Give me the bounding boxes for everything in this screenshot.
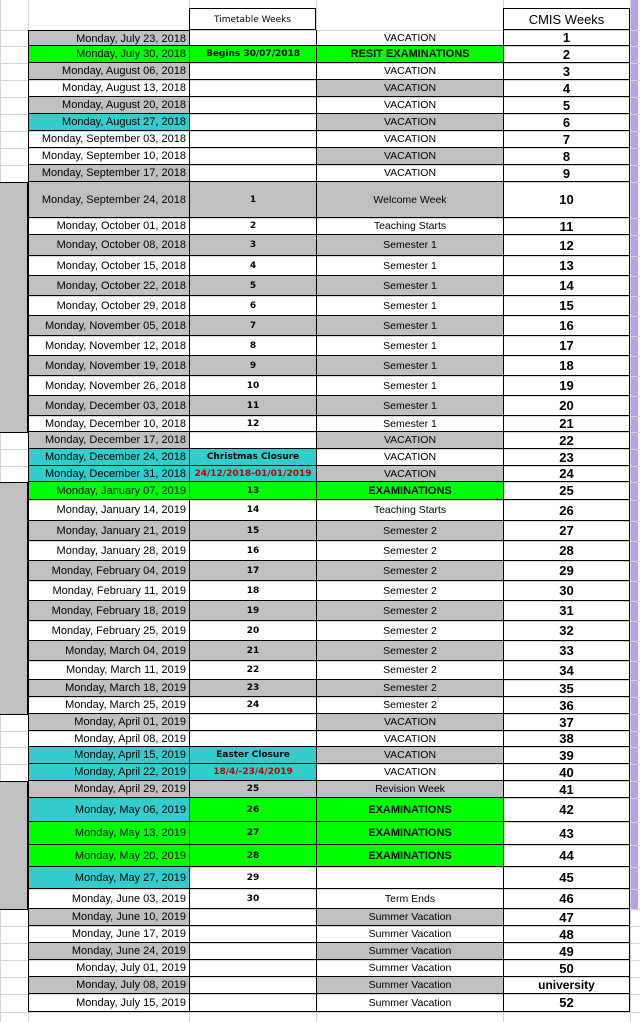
date-cell: Monday, June 10, 2019 [28, 909, 189, 926]
timetable-week-cell: 1 [189, 182, 316, 218]
cmis-week-cell: 7 [503, 131, 630, 148]
cmis-week-cell: 9 [503, 165, 630, 182]
activity-cell: EXAMINATIONS [316, 798, 503, 822]
timetable-week-cell: 21 [189, 641, 316, 661]
timetable-week-cell: 17 [189, 561, 316, 581]
cmis-week-cell: 46 [503, 889, 630, 909]
cmis-week-cell: 5 [503, 97, 630, 114]
cmis-week-cell: 22 [503, 432, 630, 449]
date-cell: Monday, July 15, 2019 [28, 994, 189, 1012]
activity-cell: Semester 1 [316, 416, 503, 432]
activity-cell: Semester 1 [316, 356, 503, 376]
timetable-week-cell [189, 30, 316, 46]
date-cell: Monday, June 24, 2019 [28, 943, 189, 960]
cmis-week-cell: 30 [503, 581, 630, 601]
timetable-week-cell: 5 [189, 276, 316, 296]
timetable-week-cell [189, 114, 316, 131]
cmis-week-cell: 25 [503, 482, 630, 500]
timetable-week-cell: 2 [189, 218, 316, 235]
activity-cell: VACATION [316, 714, 503, 731]
date-cell: Monday, April 29, 2019 [28, 781, 189, 798]
activity-cell: VACATION [316, 97, 503, 114]
timetable-week-cell: 13 [189, 482, 316, 500]
date-cell: Monday, April 08, 2019 [28, 731, 189, 747]
activity-cell: EXAMINATIONS [316, 845, 503, 867]
cmis-week-cell: 18 [503, 356, 630, 376]
timetable-week-cell: 29 [189, 867, 316, 889]
timetable-week-cell: 9 [189, 356, 316, 376]
timetable-week-cell [189, 131, 316, 148]
cmis-week-cell: 17 [503, 336, 630, 356]
activity-cell: Semester 2 [316, 601, 503, 621]
date-cell: Monday, December 17, 2018 [28, 432, 189, 449]
timetable-week-cell [189, 432, 316, 449]
date-cell: Monday, December 10, 2018 [28, 416, 189, 432]
timetable-week-cell [189, 148, 316, 165]
date-cell: Monday, March 18, 2019 [28, 680, 189, 697]
cmis-week-cell: 23 [503, 449, 630, 466]
activity-cell: Semester 2 [316, 697, 503, 714]
cmis-week-cell: 39 [503, 747, 630, 764]
timetable-week-cell [189, 731, 316, 747]
activity-cell: VACATION [316, 165, 503, 182]
date-cell: Monday, August 13, 2018 [28, 80, 189, 97]
date-cell: Monday, July 08, 2019 [28, 977, 189, 994]
timetable-week-cell: 15 [189, 521, 316, 541]
date-cell: Monday, August 20, 2018 [28, 97, 189, 114]
date-cell: Monday, September 24, 2018 [28, 182, 189, 218]
date-cell: Monday, April 22, 2019 [28, 764, 189, 781]
timetable-week-cell: 24 [189, 697, 316, 714]
timetable-week-cell: 25 [189, 781, 316, 798]
cmis-week-cell: 43 [503, 822, 630, 845]
activity-cell: Summer Vacation [316, 977, 503, 994]
cmis-week-cell: 36 [503, 697, 630, 714]
term-sidebar [0, 182, 28, 433]
date-cell: Monday, February 18, 2019 [28, 601, 189, 621]
timetable-week-cell [189, 63, 316, 80]
activity-cell: Summer Vacation [316, 943, 503, 960]
cmis-week-cell: 1 [503, 30, 630, 46]
timetable-week-cell [189, 926, 316, 943]
date-cell: Monday, January 28, 2019 [28, 541, 189, 561]
date-cell: Monday, May 06, 2019 [28, 798, 189, 822]
date-cell: Monday, May 27, 2019 [28, 867, 189, 889]
cmis-week-cell: 14 [503, 276, 630, 296]
cmis-week-cell: 32 [503, 621, 630, 641]
activity-cell: EXAMINATIONS [316, 482, 503, 500]
activity-cell: Semester 2 [316, 541, 503, 561]
timetable-week-cell: Begins 30/07/2018 [189, 46, 316, 63]
date-cell: Monday, November 12, 2018 [28, 336, 189, 356]
cmis-week-cell: 4 [503, 80, 630, 97]
activity-cell: RESIT EXAMINATIONS [316, 46, 503, 63]
cmis-week-cell: 16 [503, 316, 630, 336]
timetable-week-cell [189, 80, 316, 97]
activity-cell: Semester 1 [316, 376, 503, 396]
activity-cell: VACATION [316, 80, 503, 97]
activity-cell: Summer Vacation [316, 994, 503, 1012]
cmis-week-cell: 45 [503, 867, 630, 889]
header-cmis-weeks: CMIS Weeks [503, 8, 630, 30]
activity-cell: Term Ends [316, 889, 503, 909]
date-cell: Monday, February 11, 2019 [28, 581, 189, 601]
date-cell: Monday, December 24, 2018 [28, 449, 189, 466]
cmis-week-cell: 29 [503, 561, 630, 581]
date-cell: Monday, September 03, 2018 [28, 131, 189, 148]
date-cell: Monday, April 01, 2019 [28, 714, 189, 731]
date-cell: Monday, October 01, 2018 [28, 218, 189, 235]
timetable-week-cell [189, 97, 316, 114]
activity-cell: VACATION [316, 131, 503, 148]
cmis-week-cell: 13 [503, 256, 630, 276]
cmis-week-cell: 8 [503, 148, 630, 165]
date-cell: Monday, March 25, 2019 [28, 697, 189, 714]
activity-cell: Semester 1 [316, 235, 503, 256]
cmis-week-cell: 28 [503, 541, 630, 561]
purple-column-strip [630, 0, 638, 910]
date-cell: Monday, October 08, 2018 [28, 235, 189, 256]
activity-cell: Semester 1 [316, 296, 503, 316]
timetable-week-cell [189, 909, 316, 926]
activity-cell: Semester 1 [316, 256, 503, 276]
cmis-week-cell: 48 [503, 926, 630, 943]
activity-cell: VACATION [316, 63, 503, 80]
activity-cell: Semester 2 [316, 581, 503, 601]
timetable-week-cell [189, 943, 316, 960]
date-cell: Monday, February 25, 2019 [28, 621, 189, 641]
activity-cell: Semester 2 [316, 561, 503, 581]
cmis-week-cell: 40 [503, 764, 630, 781]
timetable-week-cell: 27 [189, 822, 316, 845]
activity-cell: Semester 1 [316, 316, 503, 336]
date-cell: Monday, October 22, 2018 [28, 276, 189, 296]
date-cell: Monday, May 13, 2019 [28, 822, 189, 845]
cmis-week-cell: 47 [503, 909, 630, 926]
activity-cell: VACATION [316, 449, 503, 466]
date-cell: Monday, January 21, 2019 [28, 521, 189, 541]
date-cell: Monday, June 03, 2019 [28, 889, 189, 909]
timetable-week-cell: 19 [189, 601, 316, 621]
date-cell: Monday, June 17, 2019 [28, 926, 189, 943]
timetable-week-cell: 8 [189, 336, 316, 356]
activity-cell: Semester 1 [316, 336, 503, 356]
timetable-week-cell: 14 [189, 500, 316, 521]
cmis-week-cell: 10 [503, 182, 630, 218]
activity-cell: VACATION [316, 731, 503, 747]
activity-cell: Revision Week [316, 781, 503, 798]
activity-cell: Semester 1 [316, 276, 503, 296]
activity-cell: VACATION [316, 432, 503, 449]
activity-cell: Summer Vacation [316, 926, 503, 943]
cmis-week-cell: 26 [503, 500, 630, 521]
cmis-week-cell: 31 [503, 601, 630, 621]
cmis-week-cell: 24 [503, 466, 630, 482]
date-cell: Monday, August 06, 2018 [28, 63, 189, 80]
timetable-week-cell: 28 [189, 845, 316, 867]
timetable-week-cell: 24/12/2018-01/01/2019 [189, 466, 316, 482]
date-cell: Monday, November 05, 2018 [28, 316, 189, 336]
cmis-week-cell: 52 [503, 994, 630, 1012]
cmis-week-cell: 44 [503, 845, 630, 867]
cmis-week-cell: 11 [503, 218, 630, 235]
cmis-week-cell: 37 [503, 714, 630, 731]
timetable-week-cell: Easter Closure [189, 747, 316, 764]
date-cell: Monday, May 20, 2019 [28, 845, 189, 867]
date-cell: Monday, March 04, 2019 [28, 641, 189, 661]
term-sidebar [0, 482, 28, 715]
timetable-week-cell: 23 [189, 680, 316, 697]
header-timetable-weeks: Timetable Weeks [189, 8, 316, 30]
cmis-week-cell: 49 [503, 943, 630, 960]
cmis-week-cell: 33 [503, 641, 630, 661]
timetable-week-cell: 18/4/-23/4/2019 [189, 764, 316, 781]
activity-cell: Welcome Week [316, 182, 503, 218]
term-sidebar [0, 781, 28, 910]
activity-cell: VACATION [316, 114, 503, 131]
date-cell: Monday, November 26, 2018 [28, 376, 189, 396]
activity-cell: Teaching Starts [316, 500, 503, 521]
date-cell: Monday, July 30, 2018 [28, 46, 189, 63]
date-cell: Monday, August 27, 2018 [28, 114, 189, 131]
activity-cell: Semester 2 [316, 641, 503, 661]
timetable-week-cell: 6 [189, 296, 316, 316]
activity-cell: EXAMINATIONS [316, 822, 503, 845]
date-cell: Monday, November 19, 2018 [28, 356, 189, 376]
activity-cell: Teaching Starts [316, 218, 503, 235]
date-cell: Monday, October 15, 2018 [28, 256, 189, 276]
timetable-week-cell: 11 [189, 396, 316, 416]
cmis-week-cell: 21 [503, 416, 630, 432]
activity-cell [316, 867, 503, 889]
timetable-week-cell: 22 [189, 661, 316, 680]
activity-cell: Semester 2 [316, 621, 503, 641]
cmis-week-cell: 50 [503, 960, 630, 977]
cmis-week-cell: 20 [503, 396, 630, 416]
timetable-week-cell [189, 960, 316, 977]
cmis-week-cell: 27 [503, 521, 630, 541]
cmis-week-cell: 35 [503, 680, 630, 697]
date-cell: Monday, April 15, 2019 [28, 747, 189, 764]
date-cell: Monday, February 04, 2019 [28, 561, 189, 581]
cmis-week-cell: 19 [503, 376, 630, 396]
timetable-week-cell: 4 [189, 256, 316, 276]
timetable-week-cell: 3 [189, 235, 316, 256]
cmis-week-cell: university [503, 977, 630, 994]
cmis-week-cell: 6 [503, 114, 630, 131]
timetable-week-cell [189, 714, 316, 731]
date-cell: Monday, March 11, 2019 [28, 661, 189, 680]
activity-cell: VACATION [316, 747, 503, 764]
date-cell: Monday, July 23, 2018 [28, 30, 189, 46]
activity-cell: VACATION [316, 466, 503, 482]
cmis-week-cell: 15 [503, 296, 630, 316]
activity-cell: VACATION [316, 764, 503, 781]
activity-cell: Summer Vacation [316, 960, 503, 977]
cmis-week-cell: 41 [503, 781, 630, 798]
activity-cell: Semester 2 [316, 680, 503, 697]
date-cell: Monday, January 14, 2019 [28, 500, 189, 521]
date-cell: Monday, September 10, 2018 [28, 148, 189, 165]
activity-cell: Summer Vacation [316, 909, 503, 926]
timetable-week-cell [189, 994, 316, 1012]
timetable-week-cell: 16 [189, 541, 316, 561]
timetable-week-cell [189, 977, 316, 994]
timetable-week-cell: 10 [189, 376, 316, 396]
cmis-week-cell: 3 [503, 63, 630, 80]
cmis-week-cell: 42 [503, 798, 630, 822]
date-cell: Monday, October 29, 2018 [28, 296, 189, 316]
activity-cell: Semester 2 [316, 521, 503, 541]
activity-cell: Semester 2 [316, 661, 503, 680]
timetable-week-cell: 18 [189, 581, 316, 601]
timetable-week-cell: 12 [189, 416, 316, 432]
activity-cell: VACATION [316, 30, 503, 46]
timetable-week-cell: 7 [189, 316, 316, 336]
cmis-week-cell: 34 [503, 661, 630, 680]
activity-cell: VACATION [316, 148, 503, 165]
timetable-week-cell: 20 [189, 621, 316, 641]
date-cell: Monday, December 31, 2018 [28, 466, 189, 482]
activity-cell: Semester 1 [316, 396, 503, 416]
date-cell: Monday, September 17, 2018 [28, 165, 189, 182]
timetable-week-cell: 30 [189, 889, 316, 909]
timetable-week-cell: Christmas Closure [189, 449, 316, 466]
date-cell: Monday, July 01, 2019 [28, 960, 189, 977]
timetable-week-cell [189, 165, 316, 182]
date-cell: Monday, January 07, 2019 [28, 482, 189, 500]
date-cell: Monday, December 03, 2018 [28, 396, 189, 416]
timetable-week-cell: 26 [189, 798, 316, 822]
cmis-week-cell: 2 [503, 46, 630, 63]
cmis-week-cell: 12 [503, 235, 630, 256]
cmis-week-cell: 38 [503, 731, 630, 747]
